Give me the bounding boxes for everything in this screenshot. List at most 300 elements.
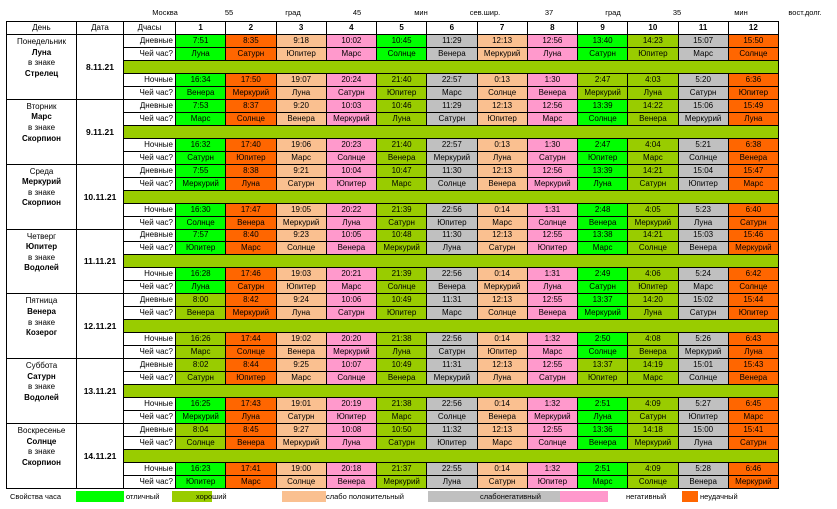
row-label-which: Чей час?	[124, 475, 176, 488]
night-hour-ruler: Марс	[226, 475, 276, 488]
day-times-row	[7, 229, 779, 242]
day-hour-time: 15:00	[678, 424, 728, 437]
row-label-which: Чей час?	[124, 281, 176, 294]
night-hour-ruler: Венера	[527, 86, 577, 99]
night-hour-time: 20:20	[326, 333, 376, 346]
night-hour-ruler: Луна	[176, 281, 226, 294]
day-hour-time: 9:25	[276, 359, 326, 372]
day-planet: Луна	[31, 47, 52, 57]
day-hour-ruler: Юпитер	[678, 177, 728, 190]
day-hour-ruler: Меркурий	[326, 112, 376, 125]
night-hour-ruler: Венера	[678, 475, 728, 488]
location-text: град	[605, 8, 621, 17]
day-hour-time: 15:47	[728, 164, 778, 177]
night-hour-time: 22:56	[427, 333, 477, 346]
day-hour-time: 11:31	[427, 294, 477, 307]
night-hour-time: 19:02	[276, 333, 326, 346]
night-hour-time: 21:39	[377, 268, 427, 281]
day-hour-ruler: Венера	[377, 372, 427, 385]
night-hour-time: 19:06	[276, 138, 326, 151]
day-hour-ruler: Меркурий	[226, 307, 276, 320]
day-times-row	[7, 34, 779, 47]
night-hour-ruler: Марс	[377, 411, 427, 424]
day-hour-time: 11:29	[427, 34, 477, 47]
separator-band	[124, 255, 779, 268]
day-hour-time: 15:04	[678, 164, 728, 177]
day-in-sign: в знаке	[27, 123, 56, 132]
date-cell: 9.11.21	[77, 99, 124, 164]
night-hour-ruler: Луна	[427, 475, 477, 488]
day-hour-time: 13:40	[578, 34, 628, 47]
day-hour-time: 7:57	[176, 229, 226, 242]
day-hour-time: 12:13	[477, 424, 527, 437]
night-hour-ruler: Сатурн	[226, 281, 276, 294]
day-hour-ruler: Сатурн	[377, 437, 427, 450]
night-hour-time: 5:26	[678, 333, 728, 346]
hour-number: 9	[578, 22, 628, 35]
location-line	[131, 8, 822, 19]
night-hour-time: 19:03	[276, 268, 326, 281]
night-hour-ruler: Солнце	[176, 216, 226, 229]
legend-label: слабо положительный	[326, 492, 404, 501]
day-times-row	[7, 164, 779, 177]
night-hour-time: 16:32	[176, 138, 226, 151]
night-hour-time: 17:46	[226, 268, 276, 281]
row-label-which: Чей час?	[124, 86, 176, 99]
day-hour-ruler: Венера	[628, 112, 678, 125]
location-text: вост.долг.	[788, 8, 822, 17]
day-hour-time: 15:07	[678, 34, 728, 47]
day-planet: Меркурий	[21, 177, 62, 187]
day-hour-time: 14:18	[628, 424, 678, 437]
day-hour-time: 12:55	[527, 424, 577, 437]
night-hour-time: 5:24	[678, 268, 728, 281]
night-hour-time: 16:25	[176, 398, 226, 411]
legend-title: Свойства часа	[10, 492, 62, 501]
night-hour-ruler: Луна	[326, 216, 376, 229]
day-hour-ruler: Венера	[527, 307, 577, 320]
day-in-sign: в знаке	[27, 382, 56, 392]
night-hour-ruler: Луна	[527, 281, 577, 294]
day-hour-ruler: Солнце	[176, 437, 226, 450]
night-hour-ruler: Сатурн	[628, 411, 678, 424]
day-sign: Стрелец	[24, 68, 59, 78]
location-text: град	[285, 8, 301, 17]
day-hour-time: 10:07	[326, 359, 376, 372]
row-label-which: Чей час?	[124, 47, 176, 60]
day-weekday: Суббота	[25, 361, 58, 371]
night-hour-ruler: Юпитер	[477, 346, 527, 359]
night-hour-time: 21:38	[377, 333, 427, 346]
night-hour-time: 21:39	[377, 203, 427, 216]
night-hour-time: 22:56	[427, 398, 477, 411]
night-hour-ruler: Венера	[276, 346, 326, 359]
day-sign: Водолей	[24, 392, 59, 402]
location-text: 35	[672, 8, 682, 17]
night-hour-time: 6:43	[728, 333, 778, 346]
night-hour-time: 19:07	[276, 73, 326, 86]
day-hour-time: 9:27	[276, 424, 326, 437]
row-label-day: Дневные	[124, 34, 176, 47]
location-text: 37	[544, 8, 554, 17]
hour-number: 10	[628, 22, 678, 35]
day-hour-time: 14:22	[628, 99, 678, 112]
day-hour-ruler: Сатурн	[326, 307, 376, 320]
day-hour-ruler: Юпитер	[477, 112, 527, 125]
day-weekday: Воскресенье	[17, 426, 66, 436]
night-hour-ruler: Венера	[427, 281, 477, 294]
row-label-which: Чей час?	[124, 346, 176, 359]
day-hour-ruler: Сатурн	[628, 177, 678, 190]
night-hour-ruler: Солнце	[377, 281, 427, 294]
day-hour-time: 11:30	[427, 164, 477, 177]
night-hour-time: 1:30	[527, 73, 577, 86]
night-hour-ruler: Марс	[176, 346, 226, 359]
row-label-night: Ночные	[124, 268, 176, 281]
night-hour-ruler: Сатурн	[578, 281, 628, 294]
night-hour-ruler: Сатурн	[276, 411, 326, 424]
day-hour-time: 10:03	[326, 99, 376, 112]
night-hour-ruler: Юпитер	[226, 151, 276, 164]
day-times-row	[7, 424, 779, 437]
row-label-day: Дневные	[124, 229, 176, 242]
night-hour-ruler: Венера	[477, 411, 527, 424]
night-hour-ruler: Сатурн	[326, 86, 376, 99]
day-hour-time: 8:38	[226, 164, 276, 177]
day-hour-ruler: Марс	[427, 307, 477, 320]
day-hour-ruler: Венера	[326, 242, 376, 255]
night-hour-time: 5:23	[678, 203, 728, 216]
day-weekday: Четверг	[26, 231, 57, 241]
day-hour-time: 13:37	[578, 359, 628, 372]
night-hour-ruler: Меркурий	[477, 281, 527, 294]
separator-band	[124, 449, 779, 462]
day-hour-time: 9:23	[276, 229, 326, 242]
day-hour-ruler: Сатурн	[728, 437, 778, 450]
day-hour-time: 9:20	[276, 99, 326, 112]
planetary-hours-table	[6, 21, 779, 489]
day-hour-time: 10:47	[377, 164, 427, 177]
day-hour-time: 8:35	[226, 34, 276, 47]
legend-swatch	[282, 491, 326, 502]
day-hour-ruler: Сатурн	[276, 177, 326, 190]
day-hour-ruler: Луна	[377, 112, 427, 125]
day-hour-ruler: Сатурн	[226, 47, 276, 60]
night-hour-time: 4:06	[628, 268, 678, 281]
day-sign: Козерог	[25, 328, 58, 338]
night-hour-time: 5:20	[678, 73, 728, 86]
header-hours: Дчасы	[124, 22, 176, 35]
day-hour-ruler: Сатурн	[427, 112, 477, 125]
day-hour-time: 13:36	[578, 424, 628, 437]
day-hour-time: 15:43	[728, 359, 778, 372]
header-day: День	[7, 22, 77, 35]
night-hour-time: 1:31	[527, 268, 577, 281]
separator-band	[124, 60, 779, 73]
day-hour-time: 11:31	[427, 359, 477, 372]
day-hour-time: 10:08	[326, 424, 376, 437]
day-planet: Венера	[27, 306, 56, 316]
night-hour-time: 16:23	[176, 462, 226, 475]
day-info	[7, 34, 77, 99]
night-hour-time: 20:19	[326, 398, 376, 411]
night-hour-time: 2:50	[578, 333, 628, 346]
day-hour-ruler: Венера	[176, 307, 226, 320]
day-in-sign: в знаке	[27, 317, 56, 327]
day-hour-time: 12:55	[527, 294, 577, 307]
day-hour-ruler: Юпитер	[377, 307, 427, 320]
night-hour-ruler: Меркурий	[678, 346, 728, 359]
night-hour-ruler: Солнце	[477, 86, 527, 99]
night-hour-time: 22:57	[427, 138, 477, 151]
day-hour-ruler: Сатурн	[176, 372, 226, 385]
day-in-sign: в знаке	[27, 252, 56, 262]
day-hour-time: 12:13	[477, 34, 527, 47]
night-hour-ruler: Марс	[326, 281, 376, 294]
day-hour-ruler: Луна	[326, 437, 376, 450]
day-planet: Солнце	[26, 436, 57, 446]
night-hour-ruler: Луна	[226, 411, 276, 424]
location-text: мин	[734, 8, 748, 17]
night-hour-ruler: Марс	[578, 475, 628, 488]
night-hour-ruler: Венера	[226, 216, 276, 229]
row-label-which: Чей час?	[124, 151, 176, 164]
night-hour-time: 2:51	[578, 398, 628, 411]
location-text: 55	[224, 8, 234, 17]
day-in-sign: в знаке	[27, 187, 56, 197]
day-planet: Марс	[31, 112, 52, 122]
night-hour-ruler: Меркурий	[176, 411, 226, 424]
night-hour-time: 1:32	[527, 398, 577, 411]
day-hour-ruler: Меркурий	[527, 177, 577, 190]
day-hour-time: 10:04	[326, 164, 376, 177]
day-hour-ruler: Солнце	[427, 177, 477, 190]
day-hour-ruler: Юпитер	[326, 177, 376, 190]
night-hour-ruler: Луна	[728, 346, 778, 359]
day-planet: Сатурн	[27, 371, 56, 381]
night-hour-time: 16:28	[176, 268, 226, 281]
day-hour-ruler: Солнце	[578, 112, 628, 125]
day-hour-time: 7:55	[176, 164, 226, 177]
hour-number: 6	[427, 22, 477, 35]
night-hour-ruler: Сатурн	[527, 151, 577, 164]
day-hour-ruler: Сатурн	[678, 307, 728, 320]
night-hour-time: 4:08	[628, 333, 678, 346]
night-hour-ruler: Венера	[377, 151, 427, 164]
night-hour-ruler: Марс	[276, 151, 326, 164]
night-hour-time: 17:44	[226, 333, 276, 346]
day-hour-time: 9:21	[276, 164, 326, 177]
legend-swatch	[76, 491, 124, 502]
day-hour-time: 10:05	[326, 229, 376, 242]
day-hour-time: 15:49	[728, 99, 778, 112]
row-label-night: Ночные	[124, 333, 176, 346]
day-hour-ruler: Марс	[377, 177, 427, 190]
day-hour-ruler: Юпитер	[628, 47, 678, 60]
location-text: сев.шир.	[469, 8, 501, 17]
day-hour-time: 10:46	[377, 99, 427, 112]
night-hour-time: 17:47	[226, 203, 276, 216]
day-info	[7, 164, 77, 229]
day-times-row	[7, 99, 779, 112]
row-label-which: Чей час?	[124, 112, 176, 125]
day-hour-ruler: Марс	[728, 177, 778, 190]
separator-band	[124, 190, 779, 203]
night-hour-time: 0:13	[477, 138, 527, 151]
night-hour-ruler: Марс	[427, 86, 477, 99]
day-info	[7, 99, 77, 164]
day-hour-ruler: Солнце	[678, 372, 728, 385]
day-hour-time: 11:32	[427, 424, 477, 437]
night-hour-ruler: Сатурн	[477, 475, 527, 488]
day-hour-time: 15:02	[678, 294, 728, 307]
day-hour-ruler: Меркурий	[377, 242, 427, 255]
day-hour-ruler: Венера	[728, 372, 778, 385]
day-hour-ruler: Марс	[678, 47, 728, 60]
day-hour-time: 12:13	[477, 229, 527, 242]
day-hour-ruler: Юпитер	[578, 372, 628, 385]
night-hour-time: 6:38	[728, 138, 778, 151]
day-hour-time: 10:49	[377, 294, 427, 307]
night-hour-time: 5:27	[678, 398, 728, 411]
day-hour-time: 15:06	[678, 99, 728, 112]
date-cell: 11.11.21	[77, 229, 124, 294]
night-hour-time: 16:26	[176, 333, 226, 346]
night-hour-ruler: Сатурн	[427, 346, 477, 359]
night-hour-ruler: Сатурн	[377, 216, 427, 229]
day-hour-ruler: Венера	[578, 437, 628, 450]
day-hour-ruler: Солнце	[377, 47, 427, 60]
night-hour-time: 0:14	[477, 462, 527, 475]
night-hour-time: 22:57	[427, 73, 477, 86]
day-sign: Водолей	[24, 263, 59, 273]
night-hour-time: 1:30	[527, 138, 577, 151]
day-hour-ruler: Венера	[678, 242, 728, 255]
legend-swatch	[560, 491, 608, 502]
day-hour-ruler: Солнце	[527, 437, 577, 450]
night-hour-ruler: Сатурн	[678, 86, 728, 99]
row-label-day: Дневные	[124, 164, 176, 177]
night-hour-ruler: Луна	[276, 86, 326, 99]
day-hour-ruler: Марс	[226, 242, 276, 255]
night-hour-ruler: Марс	[527, 346, 577, 359]
night-hour-ruler: Сатурн	[728, 216, 778, 229]
day-hour-ruler: Солнце	[477, 307, 527, 320]
night-hour-ruler: Венера	[326, 475, 376, 488]
day-hour-ruler: Юпитер	[226, 372, 276, 385]
night-hour-time: 0:14	[477, 268, 527, 281]
day-hour-time: 8:45	[226, 424, 276, 437]
day-hour-ruler: Солнце	[226, 112, 276, 125]
night-hour-ruler: Юпитер	[678, 411, 728, 424]
day-times-row	[7, 359, 779, 372]
day-hour-ruler: Луна	[678, 437, 728, 450]
night-hour-ruler: Юпитер	[377, 86, 427, 99]
night-hour-time: 20:24	[326, 73, 376, 86]
day-hour-ruler: Марс	[176, 112, 226, 125]
date-cell: 12.11.21	[77, 294, 124, 359]
night-hour-time: 21:38	[377, 398, 427, 411]
night-hour-ruler: Солнце	[578, 346, 628, 359]
separator-band	[124, 320, 779, 333]
day-hour-ruler: Меркурий	[276, 437, 326, 450]
night-hour-ruler: Венера	[578, 216, 628, 229]
row-label-day: Дневные	[124, 424, 176, 437]
date-cell: 14.11.21	[77, 424, 124, 489]
day-planet: Юпитер	[25, 242, 58, 252]
night-hour-ruler: Сатурн	[176, 151, 226, 164]
day-info	[7, 294, 77, 359]
day-hour-time: 14:21	[628, 164, 678, 177]
location-text: Москва	[152, 8, 178, 17]
night-hour-ruler: Меркурий	[578, 86, 628, 99]
night-hour-ruler: Солнце	[628, 475, 678, 488]
day-weekday: Понедельник	[17, 36, 66, 46]
night-hour-ruler: Луна	[678, 216, 728, 229]
day-hour-ruler: Марс	[276, 372, 326, 385]
legend-label: хороший	[196, 492, 227, 501]
day-in-sign: в знаке	[27, 58, 56, 68]
night-hour-time: 19:05	[276, 203, 326, 216]
night-hour-ruler: Юпитер	[728, 86, 778, 99]
row-label-night: Ночные	[124, 138, 176, 151]
day-hour-time: 14:19	[628, 359, 678, 372]
day-sign: Скорпион	[22, 198, 61, 208]
day-hour-ruler: Венера	[427, 47, 477, 60]
separator-band	[124, 385, 779, 398]
header-date: Дата	[77, 22, 124, 35]
night-hour-time: 19:00	[276, 462, 326, 475]
day-hour-time: 13:37	[578, 294, 628, 307]
night-hour-ruler: Марс	[477, 216, 527, 229]
night-hour-time: 1:32	[527, 333, 577, 346]
night-hour-ruler: Венера	[176, 86, 226, 99]
day-weekday: Среда	[29, 166, 54, 176]
hour-number: 3	[276, 22, 326, 35]
day-hour-time: 10:02	[326, 34, 376, 47]
night-hour-ruler: Марс	[628, 151, 678, 164]
night-hour-time: 4:03	[628, 73, 678, 86]
legend-label: неудачный	[700, 492, 738, 501]
night-hour-ruler: Меркурий	[628, 216, 678, 229]
row-label-night: Ночные	[124, 203, 176, 216]
day-hour-ruler: Луна	[578, 177, 628, 190]
location-text: 45	[352, 8, 362, 17]
day-hour-ruler: Солнце	[326, 372, 376, 385]
night-hour-ruler: Солнце	[728, 281, 778, 294]
night-hour-time: 22:56	[427, 203, 477, 216]
night-hour-time: 6:36	[728, 73, 778, 86]
day-hour-time: 8:00	[176, 294, 226, 307]
night-hour-time: 4:09	[628, 462, 678, 475]
hour-number: 1	[176, 22, 226, 35]
day-hour-time: 14:20	[628, 294, 678, 307]
day-weekday: Вторник	[26, 101, 57, 111]
day-hour-ruler: Юпитер	[276, 47, 326, 60]
row-label-which: Чей час?	[124, 372, 176, 385]
night-hour-time: 20:18	[326, 462, 376, 475]
hour-number: 8	[527, 22, 577, 35]
row-label-night: Ночные	[124, 398, 176, 411]
hour-number: 5	[377, 22, 427, 35]
day-hour-time: 12:13	[477, 359, 527, 372]
night-hour-time: 5:21	[678, 138, 728, 151]
night-hour-ruler: Солнце	[678, 151, 728, 164]
day-hour-ruler: Солнце	[276, 242, 326, 255]
row-label-day: Дневные	[124, 99, 176, 112]
night-hour-ruler: Луна	[628, 86, 678, 99]
day-hour-time: 10:45	[377, 34, 427, 47]
